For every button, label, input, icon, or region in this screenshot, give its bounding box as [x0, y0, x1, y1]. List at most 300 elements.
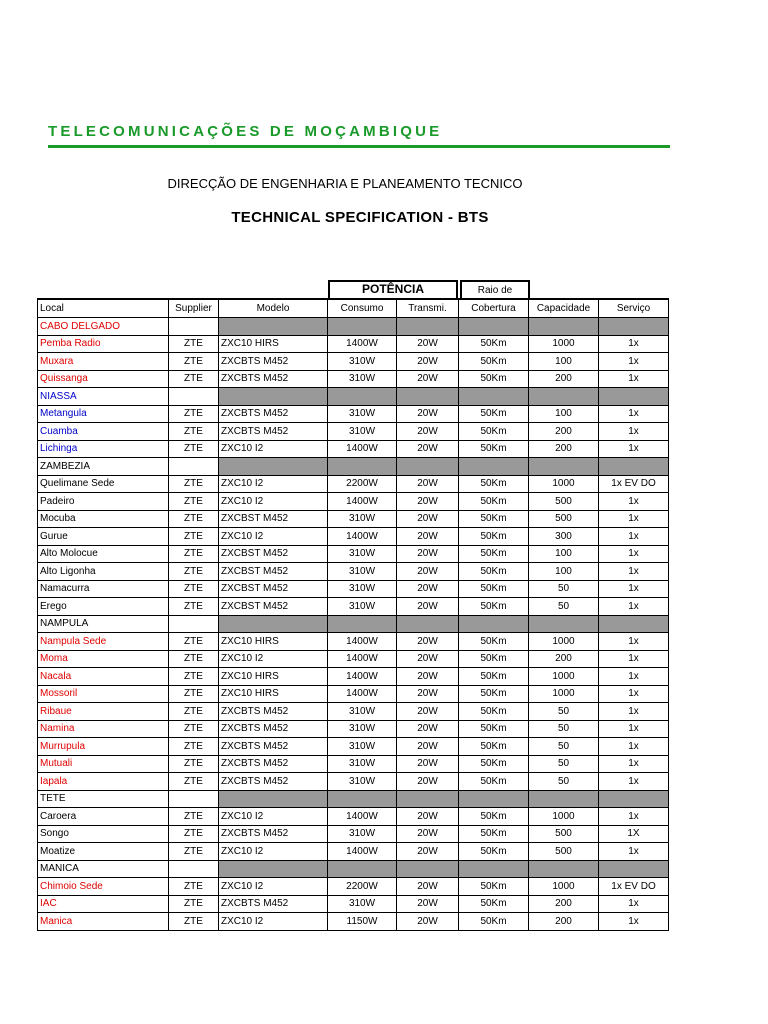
supplier-cell: ZTE: [169, 405, 219, 423]
capacidade-cell: 1000: [529, 335, 599, 353]
transmi-cell: 20W: [397, 685, 459, 703]
site-name-cell: Moma: [38, 650, 169, 668]
supplier-cell: ZTE: [169, 720, 219, 738]
model-cell: ZXC10 HIRS: [219, 335, 328, 353]
region-fill-cell: [459, 615, 529, 633]
region-fill-cell: [328, 388, 397, 406]
consumo-cell: 1150W: [328, 913, 397, 931]
col-modelo: Modelo: [219, 299, 328, 318]
region-fill-cell: [459, 860, 529, 878]
capacidade-cell: 200: [529, 440, 599, 458]
servico-cell: 1x: [599, 528, 669, 546]
consumo-cell: 2200W: [328, 878, 397, 896]
site-name-cell: Songo: [38, 825, 169, 843]
department-title: DIRECÇÃO DE ENGENHARIA E PLANEAMENTO TECNICO: [167, 176, 523, 191]
table-row: [38, 685, 669, 703]
col-servico: Serviço: [599, 299, 669, 318]
model-cell: ZXCBTS M452: [219, 738, 328, 756]
transmi-cell: 20W: [397, 825, 459, 843]
servico-cell: 1x: [599, 808, 669, 826]
table-row: [38, 598, 669, 616]
potencia-group-header: POTÊNCIA: [328, 280, 458, 299]
capacidade-cell: 50: [529, 738, 599, 756]
region-fill-cell: [328, 615, 397, 633]
table-row: [38, 633, 669, 651]
region-fill-cell: [459, 458, 529, 476]
region-fill-cell: [459, 790, 529, 808]
site-name-cell: Caroera: [38, 808, 169, 826]
supplier-cell: ZTE: [169, 353, 219, 371]
capacidade-cell: 1000: [529, 685, 599, 703]
transmi-cell: 20W: [397, 895, 459, 913]
table-row: [38, 423, 669, 441]
transmi-cell: 20W: [397, 580, 459, 598]
capacidade-cell: 500: [529, 843, 599, 861]
table-row: [38, 545, 669, 563]
capacidade-cell: 100: [529, 545, 599, 563]
supplier-cell: ZTE: [169, 703, 219, 721]
consumo-cell: 1400W: [328, 528, 397, 546]
servico-cell: 1x: [599, 755, 669, 773]
consumo-cell: 310W: [328, 738, 397, 756]
region-fill-cell: [599, 318, 669, 336]
region-fill-cell: [599, 790, 669, 808]
table-row: [38, 720, 669, 738]
cobertura-cell: 50Km: [459, 843, 529, 861]
supplier-cell: ZTE: [169, 440, 219, 458]
cobertura-cell: 50Km: [459, 703, 529, 721]
transmi-cell: 20W: [397, 773, 459, 791]
region-fill-cell: [529, 860, 599, 878]
region-fill-cell: [328, 318, 397, 336]
col-consumo: Consumo: [328, 299, 397, 318]
region-fill-cell: [169, 318, 219, 336]
cobertura-cell: 50Km: [459, 563, 529, 581]
region-row: [38, 388, 669, 406]
table-row: [38, 650, 669, 668]
servico-cell: 1x: [599, 895, 669, 913]
supplier-cell: ZTE: [169, 580, 219, 598]
consumo-cell: 310W: [328, 773, 397, 791]
capacidade-cell: 100: [529, 563, 599, 581]
consumo-cell: 1400W: [328, 843, 397, 861]
capacidade-cell: 1000: [529, 475, 599, 493]
region-fill-cell: [529, 615, 599, 633]
supplier-cell: ZTE: [169, 510, 219, 528]
consumo-cell: 310W: [328, 353, 397, 371]
consumo-cell: 1400W: [328, 650, 397, 668]
servico-cell: 1x: [599, 843, 669, 861]
cobertura-cell: 50Km: [459, 353, 529, 371]
capacidade-cell: 200: [529, 370, 599, 388]
cobertura-cell: 50Km: [459, 650, 529, 668]
transmi-cell: 20W: [397, 720, 459, 738]
table-row: [38, 528, 669, 546]
servico-cell: 1x: [599, 510, 669, 528]
region-fill-cell: [169, 458, 219, 476]
model-cell: ZXCBTS M452: [219, 353, 328, 371]
transmi-cell: 20W: [397, 913, 459, 931]
servico-cell: 1x: [599, 913, 669, 931]
table-row: [38, 808, 669, 826]
cobertura-cell: 50Km: [459, 598, 529, 616]
site-name-cell: Mossoril: [38, 685, 169, 703]
site-name-cell: Mutuali: [38, 755, 169, 773]
model-cell: ZXCBST M452: [219, 563, 328, 581]
site-name-cell: Alto Molocue: [38, 545, 169, 563]
model-cell: ZXC10 I2: [219, 528, 328, 546]
table-row: [38, 493, 669, 511]
consumo-cell: 310W: [328, 755, 397, 773]
site-name-cell: Muxara: [38, 353, 169, 371]
consumo-cell: 310W: [328, 563, 397, 581]
transmi-cell: 20W: [397, 440, 459, 458]
table-row: [38, 755, 669, 773]
model-cell: ZXC10 I2: [219, 878, 328, 896]
region-name: ZAMBEZIA: [38, 458, 169, 476]
table-row: [38, 825, 669, 843]
model-cell: ZXC10 HIRS: [219, 633, 328, 651]
region-fill-cell: [169, 860, 219, 878]
supplier-cell: ZTE: [169, 475, 219, 493]
transmi-cell: 20W: [397, 703, 459, 721]
transmi-cell: 20W: [397, 510, 459, 528]
transmi-cell: 20W: [397, 423, 459, 441]
table-row: [38, 913, 669, 931]
model-cell: ZXC10 I2: [219, 913, 328, 931]
model-cell: ZXCBTS M452: [219, 423, 328, 441]
region-fill-cell: [529, 318, 599, 336]
supplier-cell: ZTE: [169, 843, 219, 861]
model-cell: ZXCBTS M452: [219, 370, 328, 388]
cobertura-cell: 50Km: [459, 528, 529, 546]
cobertura-cell: 50Km: [459, 668, 529, 686]
cobertura-cell: 50Km: [459, 633, 529, 651]
table-row: [38, 773, 669, 791]
transmi-cell: 20W: [397, 843, 459, 861]
table-row: [38, 440, 669, 458]
cobertura-cell: 50Km: [459, 475, 529, 493]
site-name-cell: Manica: [38, 913, 169, 931]
transmi-cell: 20W: [397, 755, 459, 773]
model-cell: ZXC10 I2: [219, 808, 328, 826]
transmi-cell: 20W: [397, 668, 459, 686]
model-cell: ZXCBTS M452: [219, 703, 328, 721]
site-name-cell: Ribaue: [38, 703, 169, 721]
servico-cell: 1x: [599, 633, 669, 651]
transmi-cell: 20W: [397, 475, 459, 493]
model-cell: ZXCBST M452: [219, 545, 328, 563]
transmi-cell: 20W: [397, 370, 459, 388]
table-row: [38, 475, 669, 493]
consumo-cell: 1400W: [328, 493, 397, 511]
servico-cell: 1x: [599, 493, 669, 511]
region-fill-cell: [328, 790, 397, 808]
table-row: [38, 370, 669, 388]
cobertura-cell: 50Km: [459, 423, 529, 441]
site-name-cell: Padeiro: [38, 493, 169, 511]
servico-cell: 1x: [599, 685, 669, 703]
region-fill-cell: [397, 860, 459, 878]
model-cell: ZXCBTS M452: [219, 755, 328, 773]
region-fill-cell: [397, 458, 459, 476]
cobertura-cell: 50Km: [459, 773, 529, 791]
supplier-cell: ZTE: [169, 528, 219, 546]
region-fill-cell: [219, 615, 328, 633]
bts-spec-table: [37, 298, 669, 931]
cobertura-cell: 50Km: [459, 720, 529, 738]
capacidade-cell: 50: [529, 703, 599, 721]
servico-cell: 1x: [599, 545, 669, 563]
consumo-cell: 1400W: [328, 633, 397, 651]
capacidade-cell: 50: [529, 773, 599, 791]
servico-cell: 1x: [599, 598, 669, 616]
table-row: [38, 353, 669, 371]
servico-cell: 1x: [599, 738, 669, 756]
region-fill-cell: [599, 615, 669, 633]
transmi-cell: 20W: [397, 808, 459, 826]
consumo-cell: 2200W: [328, 475, 397, 493]
capacidade-cell: 200: [529, 423, 599, 441]
supplier-cell: ZTE: [169, 545, 219, 563]
region-row: [38, 860, 669, 878]
transmi-cell: 20W: [397, 878, 459, 896]
cobertura-cell: 50Km: [459, 685, 529, 703]
site-name-cell: Alto Ligonha: [38, 563, 169, 581]
servico-cell: 1x EV DO: [599, 878, 669, 896]
cobertura-cell: 50Km: [459, 545, 529, 563]
table-row: [38, 510, 669, 528]
region-fill-cell: [169, 615, 219, 633]
capacidade-cell: 100: [529, 353, 599, 371]
transmi-cell: 20W: [397, 335, 459, 353]
model-cell: ZXCBST M452: [219, 598, 328, 616]
supplier-cell: ZTE: [169, 633, 219, 651]
raio-group-header: Raio de: [460, 280, 530, 299]
capacidade-cell: 1000: [529, 878, 599, 896]
region-row: [38, 790, 669, 808]
consumo-cell: 310W: [328, 545, 397, 563]
capacidade-cell: 200: [529, 895, 599, 913]
region-fill-cell: [169, 790, 219, 808]
consumo-cell: 310W: [328, 423, 397, 441]
region-name: MANICA: [38, 860, 169, 878]
capacidade-cell: 200: [529, 650, 599, 668]
site-name-cell: Nacala: [38, 668, 169, 686]
supplier-cell: ZTE: [169, 335, 219, 353]
capacidade-cell: 500: [529, 825, 599, 843]
consumo-cell: 310W: [328, 405, 397, 423]
transmi-cell: 20W: [397, 545, 459, 563]
region-fill-cell: [397, 388, 459, 406]
site-name-cell: Quelimane Sede: [38, 475, 169, 493]
site-name-cell: Erego: [38, 598, 169, 616]
region-fill-cell: [397, 615, 459, 633]
consumo-cell: 1400W: [328, 335, 397, 353]
table-row: [38, 580, 669, 598]
region-name: CABO DELGADO: [38, 318, 169, 336]
site-name-cell: Gurue: [38, 528, 169, 546]
region-fill-cell: [599, 860, 669, 878]
transmi-cell: 20W: [397, 650, 459, 668]
supplier-cell: ZTE: [169, 878, 219, 896]
supplier-cell: ZTE: [169, 685, 219, 703]
table-row: [38, 703, 669, 721]
cobertura-cell: 50Km: [459, 913, 529, 931]
site-name-cell: Pemba Radio: [38, 335, 169, 353]
transmi-cell: 20W: [397, 493, 459, 511]
table-row: [38, 843, 669, 861]
consumo-cell: 1400W: [328, 685, 397, 703]
region-fill-cell: [599, 458, 669, 476]
capacidade-cell: 1000: [529, 668, 599, 686]
capacidade-cell: 200: [529, 913, 599, 931]
model-cell: ZXCBTS M452: [219, 895, 328, 913]
supplier-cell: ZTE: [169, 895, 219, 913]
capacidade-cell: 500: [529, 510, 599, 528]
model-cell: ZXCBST M452: [219, 580, 328, 598]
table-row: [38, 738, 669, 756]
supplier-cell: ZTE: [169, 423, 219, 441]
capacidade-cell: 50: [529, 598, 599, 616]
col-transmi: Transmi.: [397, 299, 459, 318]
region-fill-cell: [219, 860, 328, 878]
servico-cell: 1x: [599, 370, 669, 388]
cobertura-cell: 50Km: [459, 878, 529, 896]
consumo-cell: 310W: [328, 580, 397, 598]
servico-cell: 1x EV DO: [599, 475, 669, 493]
transmi-cell: 20W: [397, 353, 459, 371]
servico-cell: 1x: [599, 335, 669, 353]
supplier-cell: ZTE: [169, 913, 219, 931]
cobertura-cell: 50Km: [459, 440, 529, 458]
region-fill-cell: [599, 388, 669, 406]
region-fill-cell: [328, 458, 397, 476]
supplier-cell: ZTE: [169, 668, 219, 686]
table-row: [38, 405, 669, 423]
supplier-cell: ZTE: [169, 773, 219, 791]
region-fill-cell: [459, 318, 529, 336]
servico-cell: 1x: [599, 650, 669, 668]
servico-cell: 1X: [599, 825, 669, 843]
supplier-cell: ZTE: [169, 493, 219, 511]
capacidade-cell: 50: [529, 580, 599, 598]
col-capacidade: Capacidade: [529, 299, 599, 318]
site-name-cell: Cuamba: [38, 423, 169, 441]
transmi-cell: 20W: [397, 528, 459, 546]
region-fill-cell: [219, 790, 328, 808]
model-cell: ZXC10 I2: [219, 475, 328, 493]
consumo-cell: 310W: [328, 703, 397, 721]
region-row: [38, 318, 669, 336]
model-cell: ZXC10 I2: [219, 650, 328, 668]
region-row: [38, 615, 669, 633]
capacidade-cell: 50: [529, 755, 599, 773]
supplier-cell: ZTE: [169, 738, 219, 756]
region-fill-cell: [529, 388, 599, 406]
site-name-cell: Nampula Sede: [38, 633, 169, 651]
cobertura-cell: 50Km: [459, 335, 529, 353]
model-cell: ZXC10 I2: [219, 440, 328, 458]
region-row: [38, 458, 669, 476]
site-name-cell: Lichinga: [38, 440, 169, 458]
site-name-cell: IAC: [38, 895, 169, 913]
transmi-cell: 20W: [397, 633, 459, 651]
supplier-cell: ZTE: [169, 755, 219, 773]
table-row: [38, 335, 669, 353]
consumo-cell: 310W: [328, 825, 397, 843]
region-fill-cell: [397, 790, 459, 808]
region-fill-cell: [169, 388, 219, 406]
servico-cell: 1x: [599, 580, 669, 598]
col-supplier: Supplier: [169, 299, 219, 318]
model-cell: ZXC10 HIRS: [219, 685, 328, 703]
servico-cell: 1x: [599, 405, 669, 423]
table-row: [38, 895, 669, 913]
col-local: Local: [38, 299, 169, 318]
region-name: TETE: [38, 790, 169, 808]
region-fill-cell: [328, 860, 397, 878]
consumo-cell: 310W: [328, 720, 397, 738]
transmi-cell: 20W: [397, 738, 459, 756]
model-cell: ZXC10 I2: [219, 843, 328, 861]
servico-cell: 1x: [599, 773, 669, 791]
transmi-cell: 20W: [397, 405, 459, 423]
site-name-cell: Mocuba: [38, 510, 169, 528]
region-fill-cell: [529, 790, 599, 808]
servico-cell: 1x: [599, 720, 669, 738]
model-cell: ZXC10 HIRS: [219, 668, 328, 686]
consumo-cell: 1400W: [328, 808, 397, 826]
model-cell: ZXC10 I2: [219, 493, 328, 511]
region-fill-cell: [219, 318, 328, 336]
site-name-cell: Moatize: [38, 843, 169, 861]
site-name-cell: Namina: [38, 720, 169, 738]
cobertura-cell: 50Km: [459, 825, 529, 843]
region-fill-cell: [219, 388, 328, 406]
consumo-cell: 310W: [328, 598, 397, 616]
col-cobertura: Cobertura: [459, 299, 529, 318]
consumo-cell: 1400W: [328, 668, 397, 686]
cobertura-cell: 50Km: [459, 493, 529, 511]
capacidade-cell: 1000: [529, 808, 599, 826]
site-name-cell: Chimoio Sede: [38, 878, 169, 896]
site-name-cell: Metangula: [38, 405, 169, 423]
model-cell: ZXCBTS M452: [219, 773, 328, 791]
servico-cell: 1x: [599, 668, 669, 686]
cobertura-cell: 50Km: [459, 895, 529, 913]
table-row: [38, 563, 669, 581]
supplier-cell: ZTE: [169, 563, 219, 581]
consumo-cell: 310W: [328, 510, 397, 528]
site-name-cell: Quissanga: [38, 370, 169, 388]
capacidade-cell: 100: [529, 405, 599, 423]
cobertura-cell: 50Km: [459, 755, 529, 773]
capacidade-cell: 500: [529, 493, 599, 511]
model-cell: ZXCBTS M452: [219, 405, 328, 423]
table-row: [38, 878, 669, 896]
model-cell: ZXCBTS M452: [219, 720, 328, 738]
supplier-cell: ZTE: [169, 598, 219, 616]
capacidade-cell: 50: [529, 720, 599, 738]
servico-cell: 1x: [599, 423, 669, 441]
servico-cell: 1x: [599, 353, 669, 371]
table-row: [38, 668, 669, 686]
site-name-cell: Iapala: [38, 773, 169, 791]
site-name-cell: Namacurra: [38, 580, 169, 598]
servico-cell: 1x: [599, 703, 669, 721]
region-fill-cell: [397, 318, 459, 336]
